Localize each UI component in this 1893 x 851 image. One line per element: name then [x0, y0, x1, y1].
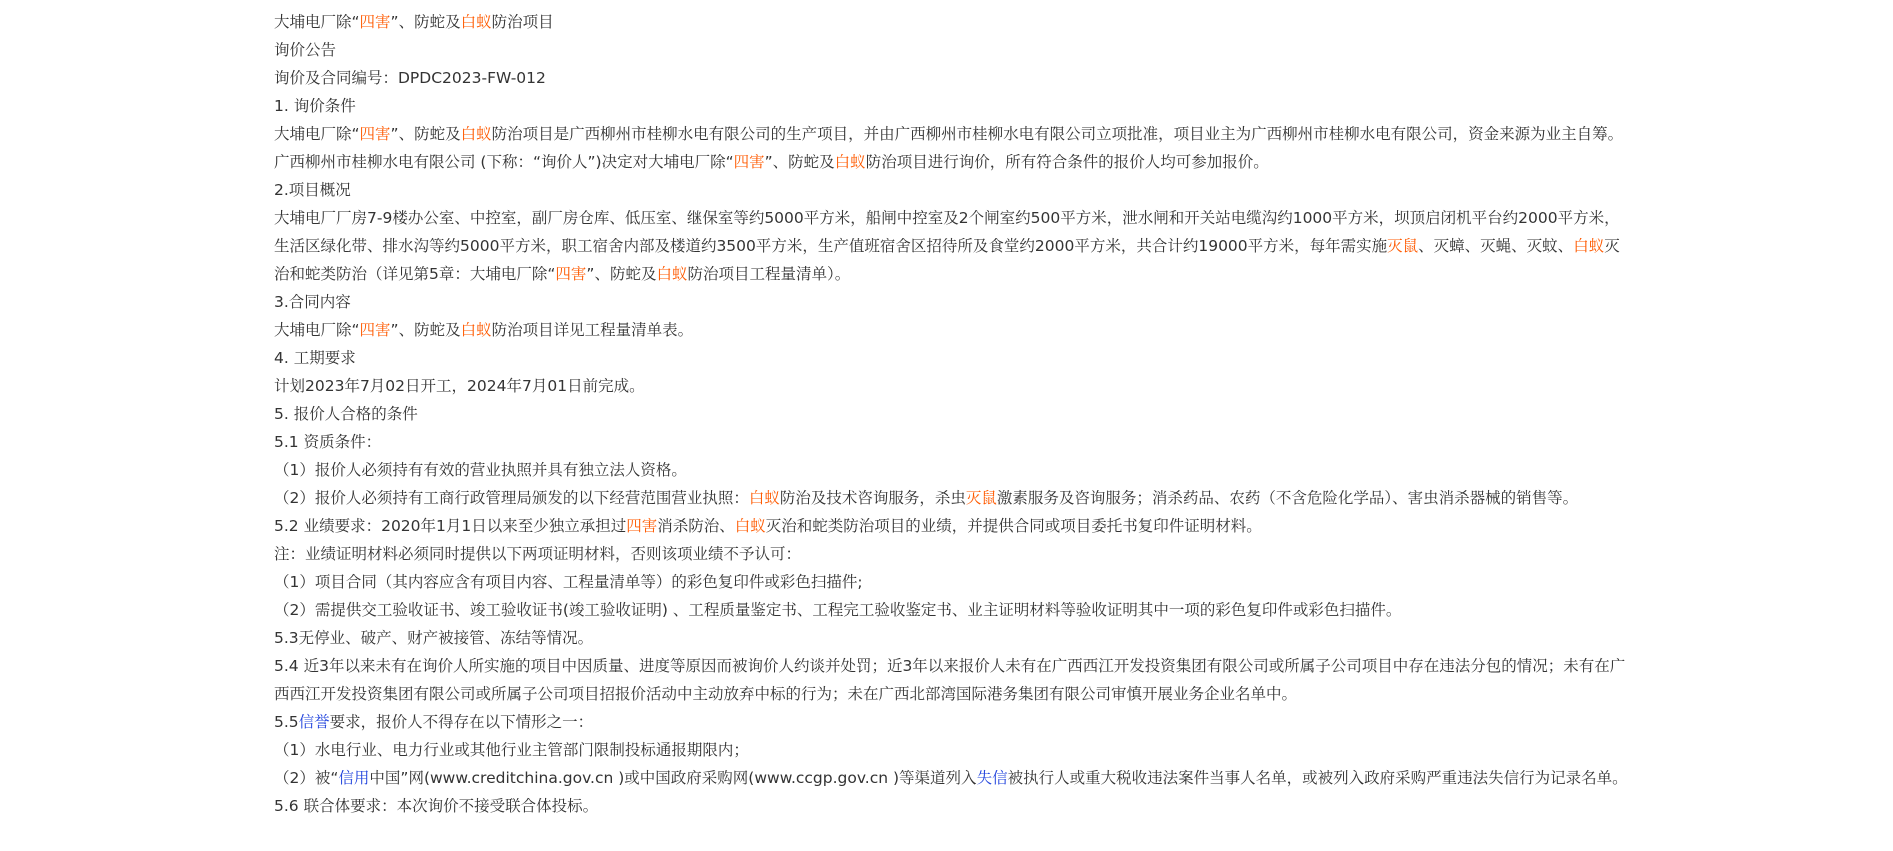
text-segment: ”、防蛇及 [390, 125, 461, 143]
text-segment: 3.合同内容 [274, 293, 351, 311]
highlight-keyword: 白蚁 [460, 13, 492, 31]
paragraph-section-2-heading [274, 176, 1634, 204]
paragraph-section-5-3 [274, 624, 1634, 652]
highlight-keyword: 四害 [359, 13, 391, 31]
text-segment: （2）被“ [274, 769, 339, 787]
text-segment: 激素服务及咨询服务；消杀药品、农药（不含危险化学品）、害虫消杀器械的销售等。 [996, 489, 1579, 507]
paragraph-notice-type [274, 36, 1634, 64]
paragraph-section-5-1-item-2 [274, 484, 1634, 512]
text-segment: 、灭蟑、灭蝇、灭蚊、 [1418, 237, 1574, 255]
announcement-document [274, 8, 1634, 820]
text-segment: （1）水电行业、电力行业或其他行业主管部门限制投标通报期限内； [274, 741, 749, 759]
text-segment: 1. 询价条件 [274, 97, 356, 115]
text-segment: 5.3无停业、破产、财产被接管、冻结等情况。 [274, 629, 594, 647]
paragraph-section-5-6 [274, 792, 1634, 820]
highlight-keyword: 灭鼠 [1387, 237, 1419, 255]
highlight-keyword: 白蚁 [460, 125, 492, 143]
paragraph-contract-no [274, 64, 1634, 92]
paragraph-section-4-heading [274, 344, 1634, 372]
highlight-keyword: 灭鼠 [965, 489, 997, 507]
text-segment: 5.1 资质条件： [274, 433, 382, 451]
text-segment: 灭治和蛇类防治项目的业绩，并提供合同或项目委托书复印件证明材料。 [765, 517, 1262, 535]
highlight-keyword: 白蚁 [834, 153, 866, 171]
highlight-keyword: 白蚁 [748, 489, 780, 507]
text-segment: 注：业绩证明材料必须同时提供以下两项证明材料，否则该项业绩不予认可： [274, 545, 802, 563]
text-segment: （1）项目合同（其内容应含有项目内容、工程量清单等）的彩色复印件或彩色扫描件; [274, 573, 863, 591]
text-segment: 大埔电厂厂房7-9楼办公室、中控室，副厂房仓库、低压室、继保室等约5000平方米，船闸中控室及2个闸室约500平方米，泄水闸和开关站电缆沟约1000平方米，坝顶启闭机平台约2000平方米，生活区绿化带、排水沟等约5000平方米，职工宿舍内部及楼道约3500平方米，生产值班宿舍区招待所及食堂约2000平方米，共合计约19000平方米，每年需实施 [274, 209, 1620, 255]
paragraph-section-1-body [274, 120, 1634, 176]
text-segment: 询价及合同编号：DPDC2023-FW-012 [274, 69, 546, 87]
text-segment: （2）需提供交工验收证书、竣工验收证书(竣工验收证明) 、工程质量鉴定书、工程完工验收鉴定书、业主证明材料等验收证明其中一项的彩色复印件或彩色扫描件。 [274, 601, 1402, 619]
paragraph-title [274, 8, 1634, 36]
text-segment: ”、防蛇及 [390, 321, 461, 339]
paragraph-section-5-2-note-item-2 [274, 596, 1634, 624]
text-segment: 防治项目 [491, 13, 554, 31]
paragraph-section-1-heading [274, 92, 1634, 120]
paragraph-section-4-body [274, 372, 1634, 400]
text-segment: 防治项目详见工程量清单表。 [491, 321, 694, 339]
text-segment: 5.4 近3年以来未有在询价人所实施的项目中因质量、进度等原因而被询价人约谈并处罚；近3年以来报价人未有在广西西江开发投资集团有限公司或所属子公司项目中存在违法分包的情况；未有在广西西江开发投资集团有限公司或所属子公司项目招报价活动中主动放弃中标的行为；未在广西北部湾国际港务集团有限公司审慎开展业务企业名单中。 [274, 657, 1626, 703]
paragraph-section-2-body [274, 204, 1634, 288]
text-segment: ”、防蛇及 [586, 265, 657, 283]
highlight-keyword: 四害 [359, 321, 391, 339]
highlight-keyword: 四害 [359, 125, 391, 143]
text-segment: 消杀防治、 [657, 517, 735, 535]
paragraph-section-3-body [274, 316, 1634, 344]
highlight-keyword: 信用 [338, 769, 370, 787]
highlight-keyword: 失信 [976, 769, 1008, 787]
highlight-keyword: 白蚁 [656, 265, 688, 283]
highlight-keyword: 四害 [555, 265, 587, 283]
paragraph-section-5-4 [274, 652, 1634, 708]
text-segment: 中国”网(www.creditchina.gov.cn )或中国政府采购网(www.ccgp.gov.cn )等渠道列入 [369, 769, 977, 787]
paragraph-section-5-2-note-item-1 [274, 568, 1634, 596]
paragraph-section-5-5-item-2 [274, 764, 1634, 792]
highlight-keyword: 四害 [626, 517, 658, 535]
text-segment: 大埔电厂除“ [274, 321, 360, 339]
paragraph-section-5-1-item-1 [274, 456, 1634, 484]
text-segment: ”、防蛇及 [390, 13, 461, 31]
text-segment: 防治及技术咨询服务，杀虫 [779, 489, 966, 507]
paragraph-section-3-heading [274, 288, 1634, 316]
text-segment: 被执行人或重大税收违法案件当事人名单，或被列入政府采购严重违法失信行为记录名单。 [1007, 769, 1628, 787]
text-segment: ”、防蛇及 [764, 153, 835, 171]
text-segment: 5.2 业绩要求：2020年1月1日以来至少独立承担过 [274, 517, 627, 535]
text-segment: 2.项目概况 [274, 181, 351, 199]
paragraph-section-5-1-heading [274, 428, 1634, 456]
highlight-keyword: 四害 [733, 153, 765, 171]
paragraph-section-5-5 [274, 708, 1634, 736]
paragraph-section-5-2 [274, 512, 1634, 540]
text-segment: （1）报价人必须持有有效的营业执照并具有独立法人资格。 [274, 461, 687, 479]
text-segment: 灭治和蛇类防治（详见第5章：大埔电厂除“ [274, 237, 1620, 283]
text-segment: 4. 工期要求 [274, 349, 356, 367]
paragraph-section-5-2-note [274, 540, 1634, 568]
text-segment: 防治项目进行询价，所有符合条件的报价人均可参加报价。 [865, 153, 1269, 171]
paragraph-section-5-heading [274, 400, 1634, 428]
text-segment: 防治项目工程量清单）。 [687, 265, 851, 283]
text-segment: 防治项目是广西柳州市桂柳水电有限公司的生产项目，并由广西柳州市桂柳水电有限公司立项批准，项目业主为广西柳州市桂柳水电有限公司，资金来源为业主自筹。广西柳州市桂柳水电有限公司 (下称：“询价人”)决定对大埔电厂除“ [274, 125, 1624, 171]
highlight-keyword: 白蚁 [460, 321, 492, 339]
text-segment: 大埔电厂除“ [274, 125, 360, 143]
text-segment: 询价公告 [274, 41, 337, 59]
paragraph-section-5-5-item-1 [274, 736, 1634, 764]
text-segment: 计划2023年7月02日开工，2024年7月01日前完成。 [274, 377, 645, 395]
highlight-keyword: 信誉 [298, 713, 330, 731]
text-segment: 5.6 联合体要求：本次询价不接受联合体投标。 [274, 797, 599, 815]
text-segment: 5. 报价人合格的条件 [274, 405, 418, 423]
text-segment: 要求，报价人不得存在以下情形之一： [329, 713, 594, 731]
text-segment: （2）报价人必须持有工商行政管理局颁发的以下经营范围营业执照： [274, 489, 749, 507]
highlight-keyword: 白蚁 [734, 517, 766, 535]
text-segment: 大埔电厂除“ [274, 13, 360, 31]
highlight-keyword: 白蚁 [1573, 237, 1605, 255]
text-segment: 5.5 [274, 713, 299, 731]
